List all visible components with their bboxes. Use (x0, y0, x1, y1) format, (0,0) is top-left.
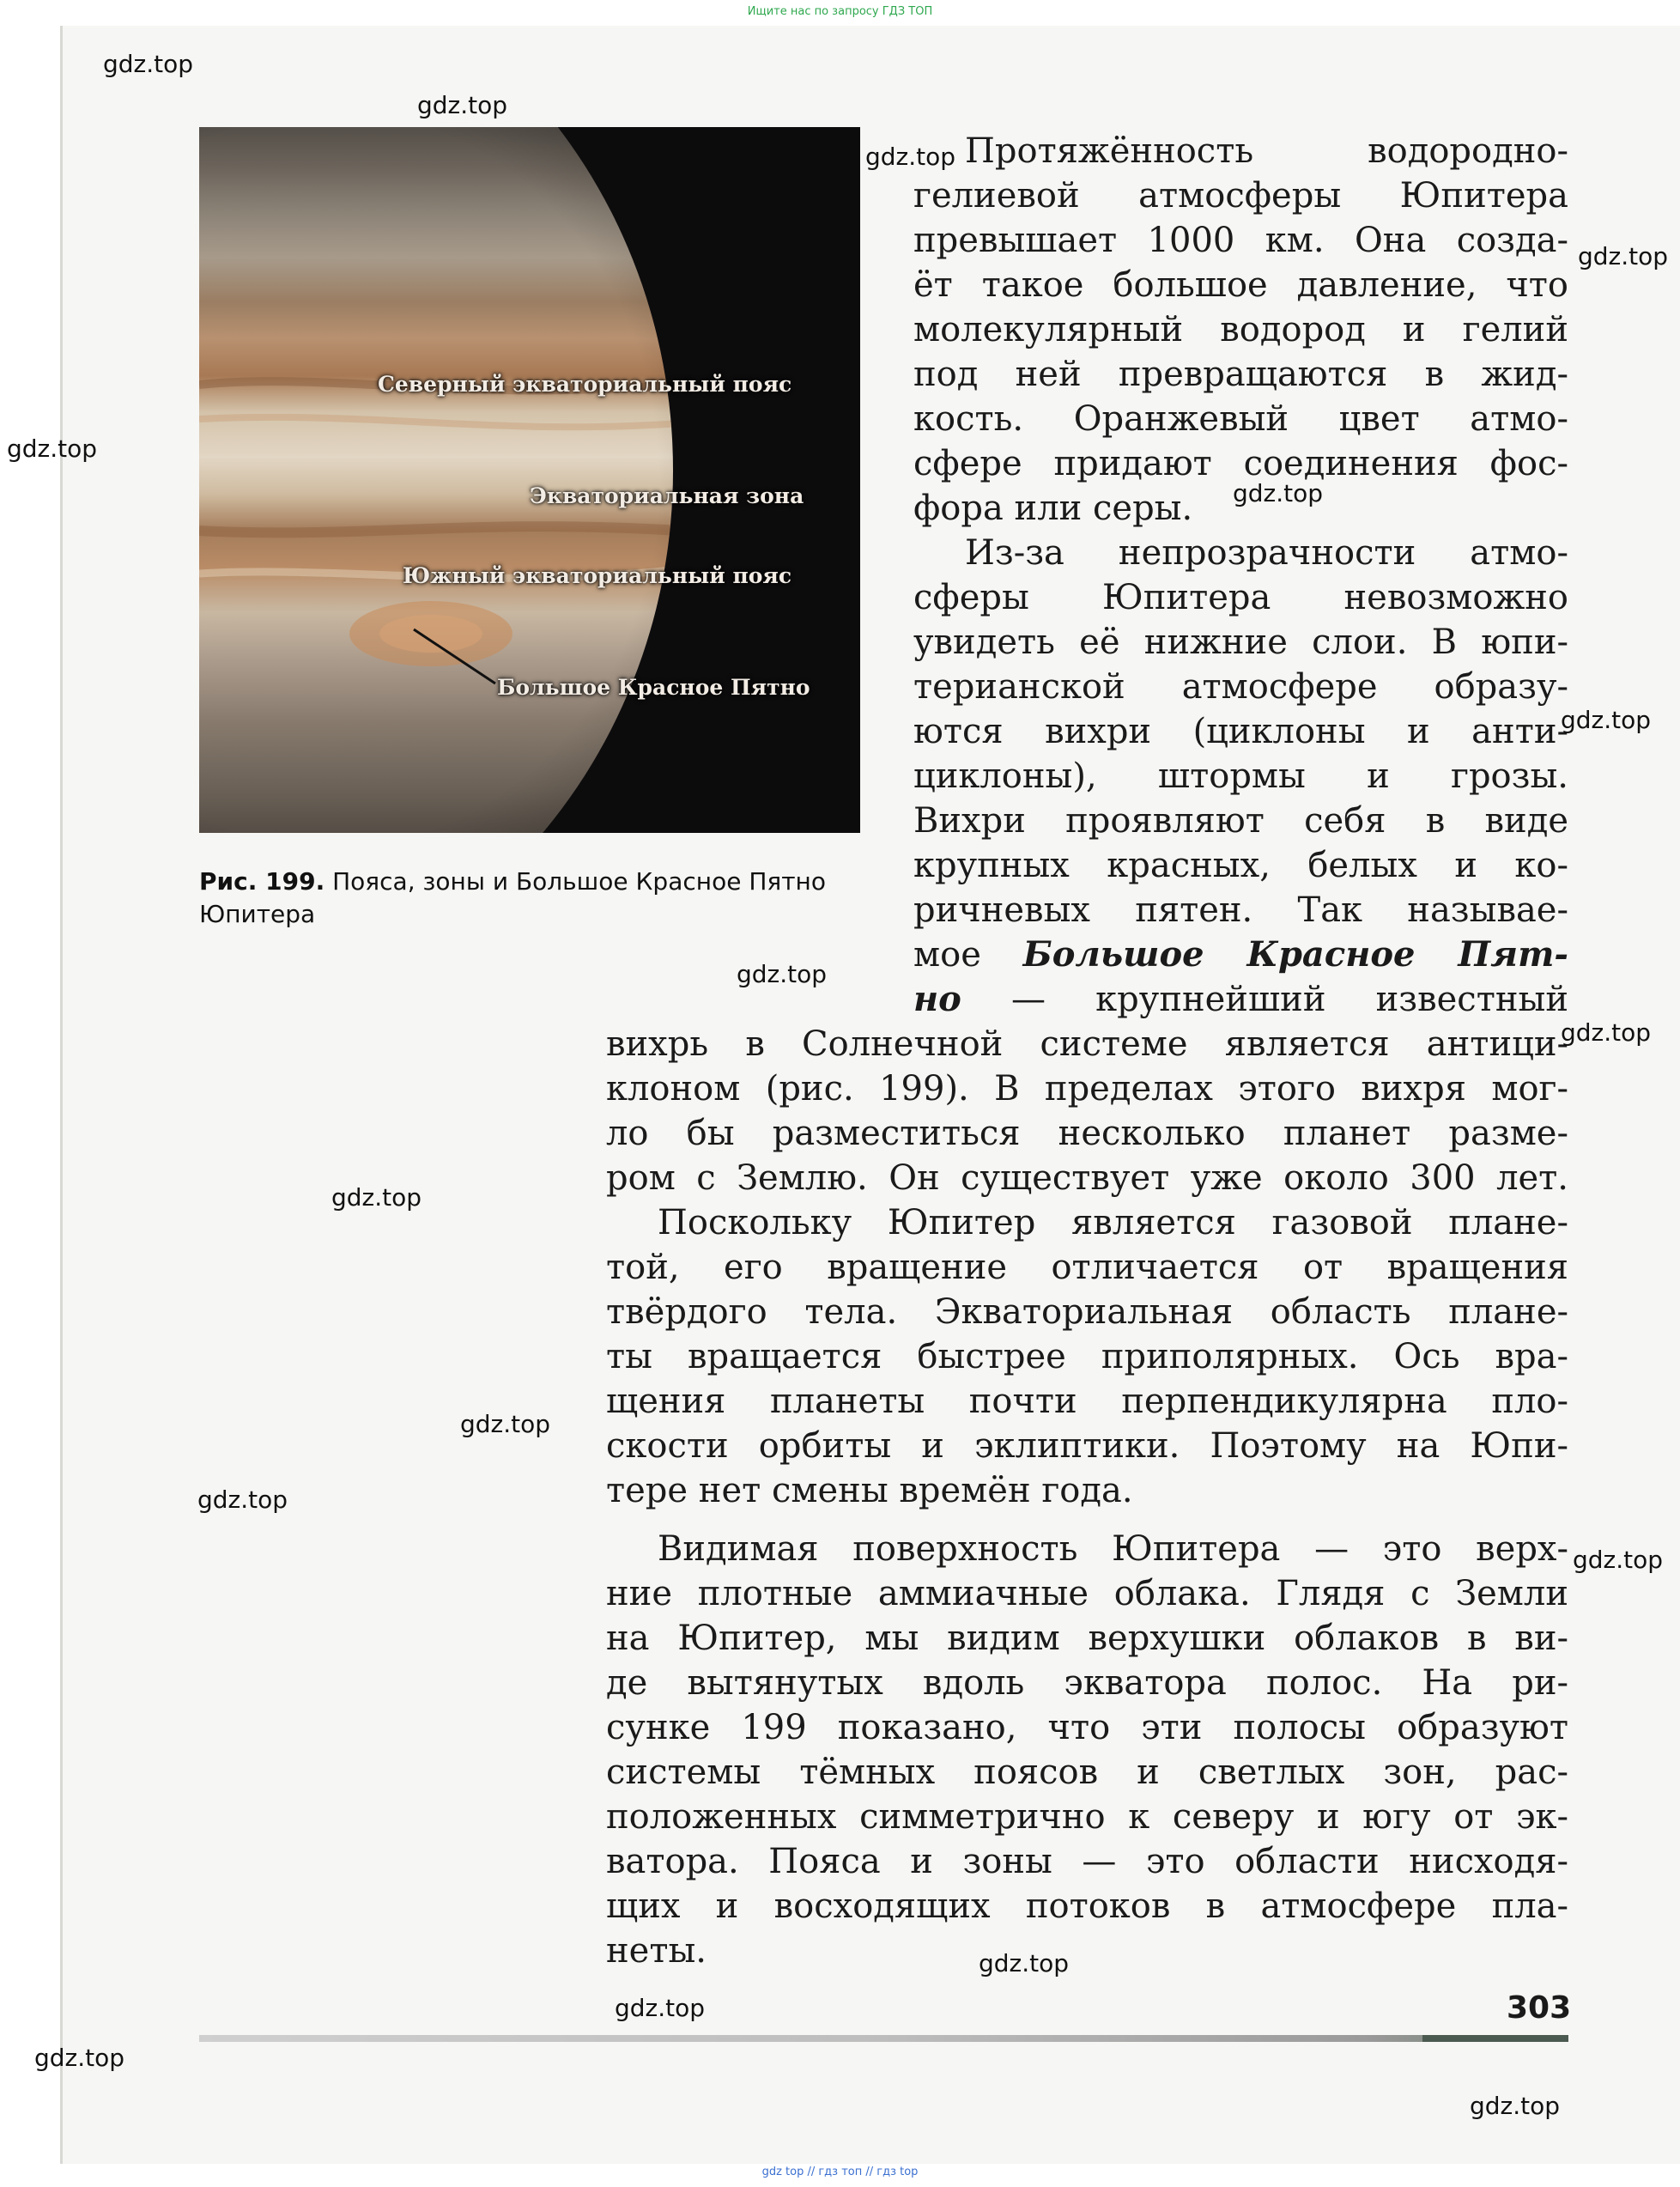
text-line: кость. Оранжевый цвет атмо- (913, 399, 1568, 439)
text-line: ние плотные аммиачные облака. Глядя с Земли (606, 1574, 1568, 1613)
text-line: положенных симметрично к северу и югу от эк- (606, 1797, 1568, 1837)
term-great-red-spot-end: но (913, 979, 961, 1019)
figure-number: Рис. 199. (199, 867, 325, 896)
term-great-red-spot: Большое Красное Пят- (1022, 934, 1568, 975)
text-fragment: мое (913, 935, 981, 975)
watermark: gdz.top (1578, 242, 1669, 270)
text-line: щения планеты почти перпендикулярна пло- (606, 1382, 1568, 1421)
watermark: gdz.top (331, 1183, 422, 1212)
watermark: gdz.top (7, 434, 98, 463)
jupiter-figure (199, 127, 860, 833)
text-line: крупных красных, белых и ко- (913, 846, 1568, 885)
text-line: циклоны), штормы и грозы. (913, 756, 1568, 796)
watermark: gdz.top (1573, 1546, 1664, 1574)
watermark: gdz.top (615, 1994, 706, 2022)
label-equatorial-zone: Экваториальная зона (530, 483, 804, 508)
text-line: тере нет смены времён года. (606, 1471, 1133, 1510)
text-line: ты вращается быстрее приполярных. Ось вра- (606, 1337, 1568, 1376)
text-line: превышает 1000 км. Она созда- (913, 221, 1568, 260)
text-line: гелиевой атмосферы Юпитера (913, 176, 1568, 216)
bottom-banner: gdz top // гдз топ // гдз top (761, 2166, 919, 2178)
watermark: gdz.top (1561, 706, 1652, 734)
text-line: ром с Землю. Он существует уже около 300 лет. (606, 1158, 1568, 1198)
text-line: твёрдого тела. Экваториальная область плане- (606, 1292, 1568, 1332)
text-line: вихрь в Солнечной системе является антици- (606, 1024, 1568, 1064)
watermark: gdz.top (1233, 479, 1324, 507)
watermark: gdz.top (34, 2044, 125, 2072)
watermark: gdz.top (417, 91, 508, 119)
text-line: молекулярный водород и гелий (913, 310, 1568, 349)
watermark: gdz.top (1470, 2092, 1561, 2120)
text-line: ёт такое большое давление, что (913, 265, 1568, 305)
figure-caption-text: Пояса, зоны и Большое Красное Пятно Юпитера (199, 867, 826, 928)
text-line: Из-за непрозрачности атмо- (965, 533, 1568, 573)
text-line: системы тёмных поясов и светлых зон, рас- (606, 1753, 1568, 1792)
label-great-red-spot: Большое Красное Пятно (497, 675, 810, 700)
text-line: увидеть её нижние слои. В юпи- (913, 623, 1568, 662)
text-line: терианской атмосфере образу- (913, 667, 1568, 707)
text-line: сунке 199 показано, что эти полосы образуют (606, 1708, 1568, 1747)
figure-caption (199, 866, 869, 931)
watermark: gdz.top (979, 1949, 1070, 1977)
text-fragment: — крупнейший известный (1011, 980, 1568, 1019)
text-line: ло бы разместиться несколько планет разме- (606, 1114, 1568, 1153)
text-line: под ней превращаются в жид- (913, 355, 1568, 394)
text-line: ватора. Пояса и зоны — это области нисходя- (606, 1842, 1568, 1881)
text-line: Видимая поверхность Юпитера — это верх- (658, 1529, 1568, 1569)
text-line: ются вихри (циклоны и анти- (913, 712, 1568, 751)
text-line: Поскольку Юпитер является газовой плане- (658, 1203, 1568, 1242)
watermark: gdz.top (460, 1410, 551, 1438)
text-line: на Юпитер, мы видим верхушки облаков в ви- (606, 1619, 1568, 1658)
watermark: gdz.top (197, 1485, 288, 1514)
watermark: gdz.top (103, 50, 194, 78)
label-north-equatorial-belt: Северный экваториальный пояс (378, 372, 792, 397)
text-line: сфере придают соединения фос- (913, 444, 1568, 483)
text-line: сферы Юпитера невозможно (913, 578, 1568, 617)
text-line: щих и восходящих потоков в атмосфере пла- (606, 1886, 1568, 1926)
text-line: той, его вращение отличается от вращения (606, 1248, 1568, 1287)
text-line: де вытянутых вдоль экватора полос. На ри- (606, 1663, 1568, 1703)
footer-rule-accent (1422, 2035, 1568, 2042)
text-line: Протяжённость водородно- (965, 131, 1568, 171)
text-line: неты. (606, 1931, 707, 1971)
text-line: скости орбиты и эклиптики. Поэтому на Юпи- (606, 1426, 1568, 1466)
text-line: фора или серы. (913, 489, 1193, 528)
watermark: gdz.top (1561, 1018, 1652, 1047)
text-line (913, 977, 1568, 1022)
jupiter-image (199, 127, 860, 833)
footer-rule (199, 2035, 1568, 2042)
text-line: клоном (рис. 199). В пределах этого вихря мог- (606, 1069, 1568, 1109)
top-banner: Ищите нас по запросу ГДЗ ТОП (747, 5, 933, 18)
text-line: Вихри проявляют себя в виде (913, 801, 1568, 841)
watermark: gdz.top (737, 960, 828, 988)
page-number: 303 (1507, 1990, 1572, 2026)
text-line (913, 933, 1568, 977)
label-south-equatorial-belt: Южный экваториальный пояс (403, 563, 792, 588)
watermark: gdz.top (865, 143, 956, 171)
text-line: ричневых пятен. Так называе- (913, 890, 1568, 930)
